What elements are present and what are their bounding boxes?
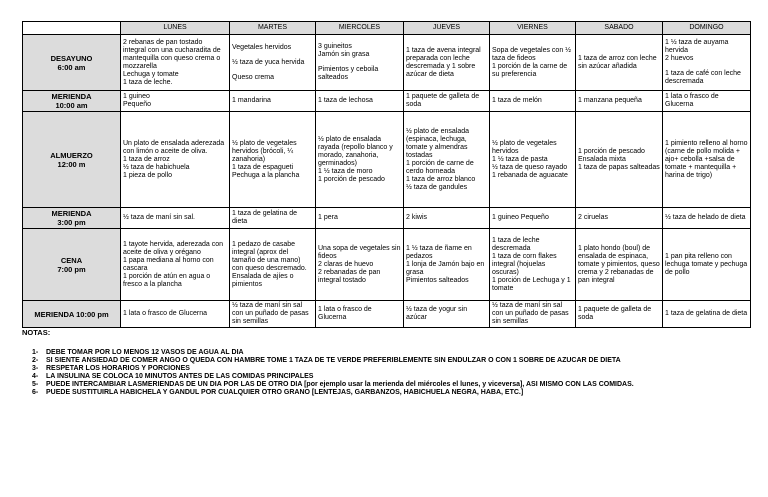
meal-name: CENA — [60, 255, 83, 265]
day-header: DOMINGO — [663, 22, 751, 35]
meal-name-cell — [23, 229, 121, 301]
cell-text: 1 pedazo de casabe integral (aprox del tamaño de una mano) con queso descremado. — [232, 240, 307, 272]
cell-text: 1 ½ taza de auyama hervida — [665, 39, 729, 54]
cell-text: 1 pimiento relleno al horno (carne de pollo molida + ajo+ cebolla +salsa de tomate + mantequilla + harina de trigo) — [665, 139, 748, 179]
note-text: PUEDE INTERCAMBIAR LASMERIENDAS DE UN DIA POR LAS DE OTRO DIA [por ejemplo usar la merienda del miércoles el lunes, y viceversa], ASI MISMO CON LAS COMIDAS. — [46, 381, 634, 388]
meal-row — [23, 229, 751, 301]
cell-text: 1 taza de avena integral preparada con leche descremada y 1 sobre azúcar de dieta — [406, 46, 481, 78]
meal-name: MERIENDA 10:00 pm — [34, 309, 109, 319]
note-item — [22, 373, 752, 381]
meal-cell — [404, 91, 490, 112]
cell-text: ½ taza de maní sin sal con un puñado de pasas sin semillas — [232, 302, 309, 325]
cell-text: 1 taza de leche. — [123, 78, 173, 86]
cell-text: ½ taza de habichuela — [123, 163, 190, 171]
cell-text: ½ plato de vegetales hervidos — [492, 139, 557, 155]
cell-text: 1 paquete de galleta de soda — [406, 93, 480, 108]
cell-text: Ensalada de ajíes o pimientos — [232, 272, 294, 288]
meal-cell — [230, 301, 316, 328]
cell-text: 1 papa mediana al horno con cascara — [123, 256, 214, 272]
meal-cell — [576, 112, 663, 208]
note-number: 4- — [32, 373, 39, 380]
day-header: JUEVES — [404, 22, 490, 35]
cell-text: Pimientos y ceboila salteados — [318, 66, 379, 81]
meal-cell — [121, 35, 230, 91]
meal-cell — [230, 208, 316, 229]
meal-cell — [576, 35, 663, 91]
note-text: LA INSULINA SE COLOCA 10 MINUTOS ANTES DE LAS COMIDAS PRINCIPALES — [46, 373, 314, 380]
cell-text: 1 taza de espagueti — [232, 163, 294, 171]
cell-text: 1 taza de corn flakes integral (hojuelas oscuras) — [492, 252, 557, 276]
meal-name: MERIENDA — [51, 209, 92, 218]
note-item — [22, 349, 752, 357]
meal-cell — [404, 229, 490, 301]
meal-cell — [404, 208, 490, 229]
meal-cell — [663, 208, 751, 229]
note-item — [22, 357, 752, 365]
cell-text: 1 porción de pescado — [578, 147, 645, 155]
meal-cell — [576, 91, 663, 112]
meal-cell — [230, 35, 316, 91]
meal-cell — [490, 112, 576, 208]
meal-row — [23, 91, 751, 112]
cell-text: Sopa de vegetales con ½ taza de fideos — [492, 46, 572, 62]
cell-text: Pechuga a la plancha — [232, 171, 300, 179]
day-header: LUNES — [121, 22, 230, 35]
cell-text: 1 guineo — [123, 93, 150, 100]
cell-text: Lechuga y tomate — [123, 70, 179, 78]
cell-text: ½ plato de ensalada rayada (repollo blanco y morado, zanahoria, germinados) — [318, 135, 393, 167]
meal-cell — [121, 112, 230, 208]
header-row — [23, 22, 751, 35]
day-header: SABADO — [576, 22, 663, 35]
note-number: 1- — [32, 349, 39, 356]
meal-cell — [230, 91, 316, 112]
meal-cell — [121, 229, 230, 301]
meal-cell — [663, 229, 751, 301]
note-item — [22, 365, 752, 373]
meal-time: 10:00 am — [55, 101, 88, 110]
cell-text: 1 mandarina — [232, 97, 271, 104]
line-gap — [318, 59, 401, 66]
meal-cell — [490, 301, 576, 328]
cell-text: 1 plato hondo (boul) de ensalada de espinaca, tomate y pimientos, queso crema y 2 rebanadas de pan integral — [578, 244, 660, 284]
note-text: PUEDE SUSTITUIRLA HABICHELA Y GANDUL POR CUALQUIER OTRO GRANO [LENTEJAS, GARBANZOS, HABICHUELA NEGRA, HABA, ETC.] — [46, 389, 524, 396]
meal-cell — [316, 91, 404, 112]
meal-cell — [663, 91, 751, 112]
meal-cell — [230, 112, 316, 208]
cell-text: 1 lonja de Jamón bajo en grasa — [406, 260, 485, 276]
meal-cell — [663, 112, 751, 208]
cell-text: Pimientos salteados — [406, 276, 469, 284]
meal-cell — [316, 301, 404, 328]
cell-text: 1 taza de leche descremada — [492, 236, 540, 252]
cell-text: 1 taza de gelatina de dieta — [232, 210, 297, 225]
cell-text: ½ taza de yogur sin azúcar — [406, 306, 468, 321]
meal-time: 7:00 pm — [57, 264, 86, 274]
cell-text: ½ taza de gandules — [406, 183, 468, 191]
cell-text: Queso crema — [232, 73, 275, 81]
cell-text: 1 taza de gelatina de dieta — [665, 310, 748, 317]
note-text: DEBE TOMAR POR LO MENOS 12 VASOS DE AGUA AL DIA — [46, 349, 244, 356]
cell-text: Ensalada mixta — [578, 155, 626, 163]
cell-text: 1 pieza de pollo — [123, 171, 173, 179]
note-number: 5- — [32, 381, 39, 388]
meal-name: DESAYUNO — [50, 53, 93, 63]
cell-text: 3 guineitos — [318, 43, 352, 50]
meal-cell — [663, 35, 751, 91]
note-item — [22, 381, 752, 389]
note-number: 3- — [32, 365, 39, 372]
meal-cell — [576, 208, 663, 229]
cell-text: ½ taza de maní sin sal con un puñado de pasas sin semillas — [492, 302, 569, 325]
meal-name-cell — [23, 208, 121, 229]
meal-cell — [316, 112, 404, 208]
meal-cell — [576, 229, 663, 301]
day-header: MARTES — [230, 22, 316, 35]
meal-cell — [316, 35, 404, 91]
meal-cell — [490, 35, 576, 91]
meal-name-cell — [23, 301, 121, 328]
meal-name-cell — [23, 35, 121, 91]
note-number: 2- — [32, 357, 39, 364]
meal-time: 3:00 pm — [57, 218, 86, 227]
note-number: 6- — [32, 389, 39, 396]
cell-text: 2 claras de huevo — [318, 260, 374, 268]
cell-text: 2 rebanas de pan tostado integral con una cucharadita de mantequilla con queso crema o mozzarella — [123, 38, 221, 70]
meal-cell — [490, 91, 576, 112]
cell-text: ½ taza de helado de dieta — [665, 214, 746, 221]
meal-cell — [404, 301, 490, 328]
line-gap — [232, 67, 313, 74]
table-body — [23, 35, 751, 328]
cell-text: 1 tayote hervida, aderezada con aceite de oliva y orégano — [123, 240, 224, 256]
meal-cell — [121, 301, 230, 328]
meal-cell — [490, 208, 576, 229]
cell-text: 1 lata o frasco de Glucerna — [318, 306, 372, 321]
cell-text: 2 huevos — [665, 55, 694, 62]
cell-text: Jamón sin grasa — [318, 51, 370, 58]
meal-time: 6:00 am — [57, 62, 86, 72]
meal-cell — [316, 208, 404, 229]
meal-cell — [404, 112, 490, 208]
note-text: SI SIENTE ANSIEDAD DE COMER ANGO O QUEDA CON HAMBRE TOME 1 TAZA DE TE VERDE PREFERIBLEMENTE SIN ENDULZAR O CON 1 SOBRE DE AZUCAR DE DIETA — [46, 357, 621, 364]
meal-row — [23, 301, 751, 328]
cell-text: 1 porción de Lechuga y 1 tomate — [492, 276, 571, 292]
meal-row — [23, 112, 751, 208]
cell-text: 1 taza de lechosa — [318, 97, 373, 104]
cell-text: Un plato de ensalada aderezada con limón o aceite de oliva. — [123, 139, 225, 155]
cell-text: 1 rebanada de aguacate — [492, 171, 568, 179]
day-header: MIERCOLES — [316, 22, 404, 35]
meal-plan-table — [22, 21, 751, 328]
meal-name: MERIENDA — [51, 92, 92, 101]
cell-text: ½ plato de ensalada (espinaca, lechuga, tomate y almendras tostadas — [406, 127, 470, 159]
meal-cell — [576, 301, 663, 328]
meal-row — [23, 208, 751, 229]
cell-text: 1 taza de arroz blanco — [406, 175, 476, 183]
cell-text: 1 porción de atún en agua o fresco a la plancha — [123, 272, 211, 288]
cell-text: 1 manzana pequeña — [578, 97, 642, 104]
cell-text: 1 guineo Pequeño — [492, 214, 549, 221]
meal-time: 12:00 m — [57, 159, 86, 169]
meal-cell — [121, 91, 230, 112]
cell-text: 1 taza de papas salteadas — [578, 163, 660, 171]
meal-name-cell — [23, 91, 121, 112]
cell-text: 1 taza de arroz con leche sin azúcar añadida — [578, 54, 657, 70]
cell-text: 1 lata o frasco de Glucerna — [665, 93, 719, 108]
meal-cell — [230, 229, 316, 301]
cell-text: 1 paquete de galleta de soda — [578, 306, 652, 321]
cell-text: ½ taza de queso rayado — [492, 163, 568, 171]
cell-text: 1 lata o frasco de Glucerna — [123, 310, 208, 317]
cell-text: 1 taza de melón — [492, 97, 542, 104]
cell-text: 1 pera — [318, 214, 338, 221]
cell-text: 1 taza de café con leche descremada — [665, 70, 741, 85]
cell-text: 2 ciruelas — [578, 214, 608, 221]
cell-text: 1 porción de la carne de su preferencia — [492, 62, 568, 78]
notes-title: NOTAS: — [22, 328, 51, 337]
line-gap — [232, 52, 313, 59]
meal-name-cell — [23, 112, 121, 208]
notes-list — [22, 349, 752, 397]
corner-cell — [23, 22, 121, 35]
cell-text: 2 rebanadas de pan integral tostado — [318, 268, 381, 284]
cell-text: 1 porción de carne de cerdo horneada — [406, 159, 474, 175]
note-item — [22, 389, 752, 397]
cell-text: Una sopa de vegetales sin fideos — [318, 244, 401, 260]
cell-text: 1 ½ taza de moro — [318, 167, 373, 175]
note-text: RESPETAR LOS HORARIOS Y PORCIONES — [46, 365, 190, 372]
cell-text: 1 porción de pescado — [318, 175, 385, 183]
meal-cell — [663, 301, 751, 328]
notes-section — [22, 328, 752, 397]
cell-text: Vegetales hervidos — [232, 43, 292, 51]
cell-text: 1 pan pita relleno con lechuga tomate y pechuga de pollo — [665, 252, 748, 276]
cell-text: 1 taza de arroz — [123, 155, 170, 163]
day-header: VIERNES — [490, 22, 576, 35]
meal-name: ALMUERZO — [50, 150, 93, 160]
cell-text: Pequeño — [123, 101, 152, 108]
cell-text: ½ taza de yuca hervida — [232, 58, 305, 66]
meal-cell — [316, 229, 404, 301]
cell-text: 1 ½ taza de ñame en pedazos — [406, 244, 472, 260]
cell-text: ½ plato de vegetales hervidos (brócoli, ¼ zanahoria) — [232, 139, 297, 163]
cell-text: ½ taza de maní sin sal. — [123, 214, 195, 221]
meal-cell — [404, 35, 490, 91]
meal-cell — [121, 208, 230, 229]
meal-row — [23, 35, 751, 91]
cell-text: 1 ½ taza de pasta — [492, 155, 548, 163]
meal-cell — [490, 229, 576, 301]
cell-text: 2 kiwis — [406, 214, 428, 221]
line-gap — [665, 63, 748, 70]
